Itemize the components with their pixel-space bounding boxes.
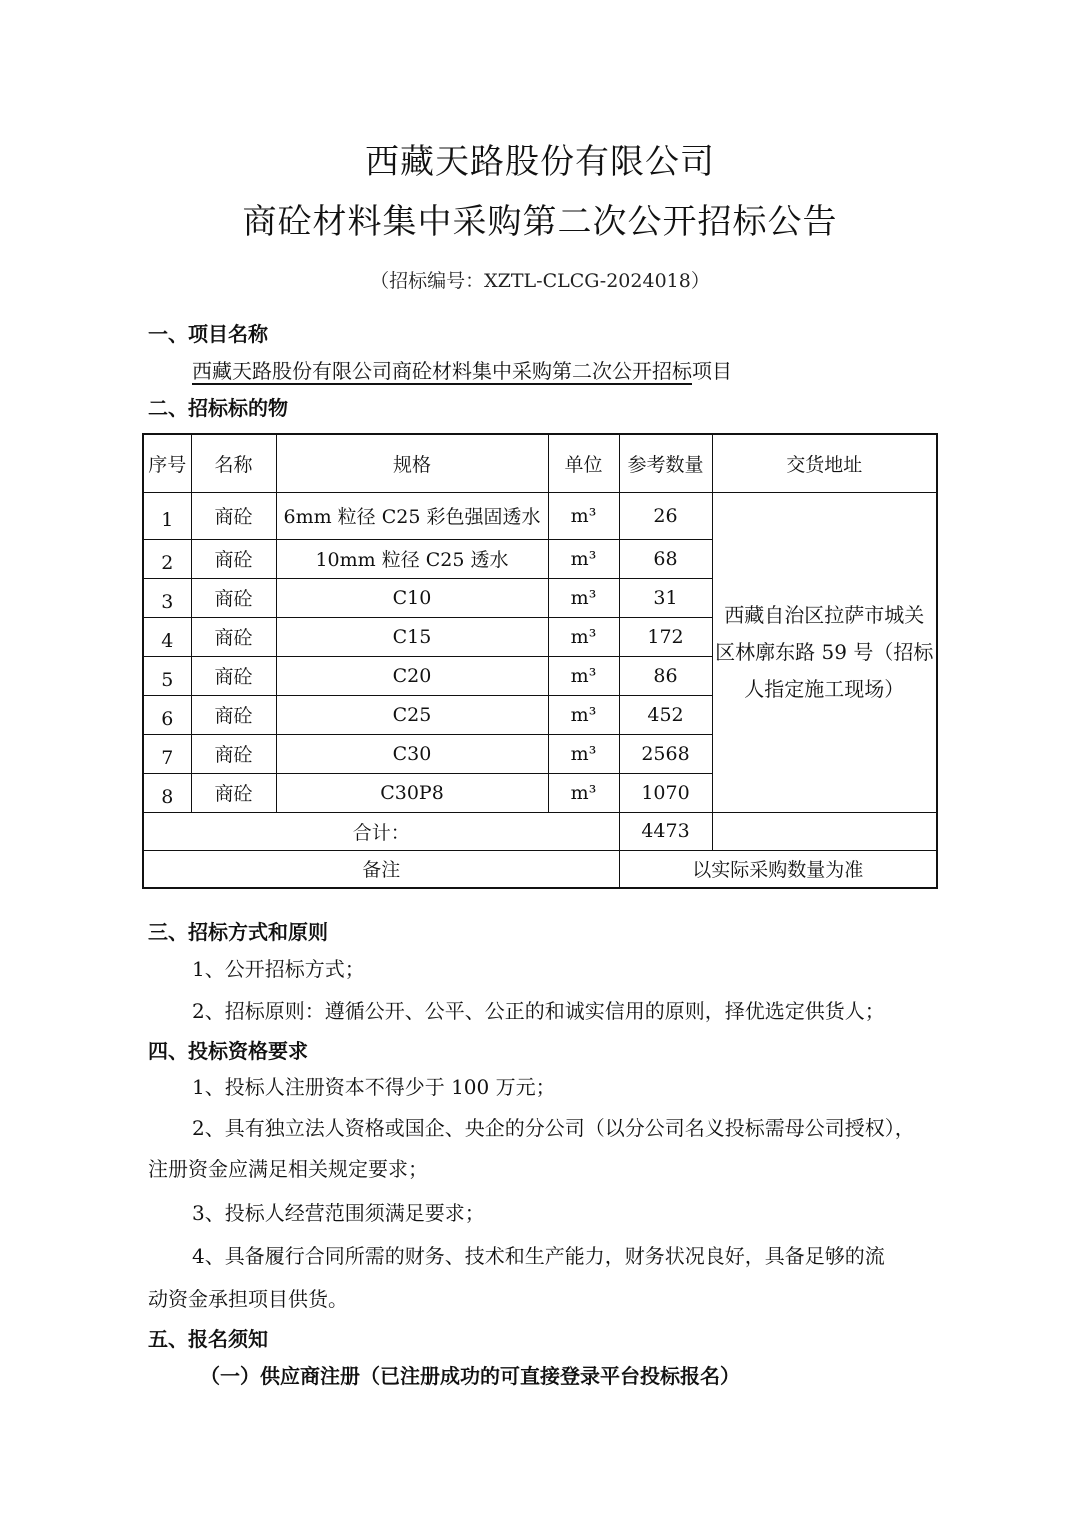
notice-title: 商砼材料集中采购第二次公开招标公告 — [242, 202, 838, 242]
header-cell-unit: 单位 — [548, 434, 619, 492]
bid-method-item-1: 1、公开招标方式； — [192, 957, 365, 981]
row-unit: m³ — [548, 695, 619, 734]
row-qty: 31 — [619, 578, 712, 617]
row-spec: C25 — [276, 695, 548, 734]
row-qty: 86 — [619, 656, 712, 695]
row-name: 商砼 — [191, 492, 276, 539]
header-cell-spec: 规格 — [276, 434, 548, 492]
bid-method-item-2: 2、招标原则：遵循公开、公平、公正的和诚实信用的原则，择优选定供货人； — [192, 999, 885, 1023]
total-row — [143, 812, 937, 850]
row-name: 商砼 — [191, 539, 276, 578]
row-no: 8 — [143, 773, 191, 812]
row-qty: 68 — [619, 539, 712, 578]
section-heading-bid-method: 三、招标方式和原则 — [148, 920, 328, 944]
row-unit: m³ — [548, 773, 619, 812]
section-heading-bid-items: 二、招标标的物 — [148, 396, 288, 420]
table-row — [143, 492, 937, 539]
row-name: 商砼 — [191, 734, 276, 773]
remark-label: 备注 — [143, 850, 619, 888]
bid-items-table — [142, 433, 938, 889]
row-unit: m³ — [548, 539, 619, 578]
qualification-item-2-line-2: 注册资金应满足相关规定要求； — [148, 1157, 428, 1181]
bid-number: （招标编号：XZTL-CLCG-2024018） — [370, 270, 710, 292]
row-no: 6 — [143, 695, 191, 734]
row-name: 商砼 — [191, 656, 276, 695]
row-no: 1 — [143, 492, 191, 539]
total-label: 合计： — [143, 812, 619, 850]
row-spec: C20 — [276, 656, 548, 695]
section-heading-project-name: 一、项目名称 — [148, 322, 268, 346]
qualification-item-4-line-2: 动资金承担项目供货。 — [148, 1287, 348, 1311]
delivery-address: 西藏自治区拉萨市城关区林廓东路 59 号（招标人指定施工现场） — [712, 492, 937, 812]
total-empty-cell — [712, 812, 937, 850]
row-unit: m³ — [548, 578, 619, 617]
project-name-line — [192, 355, 732, 384]
row-qty: 2568 — [619, 734, 712, 773]
row-spec: 6mm 粒径 C25 彩色强固透水 — [276, 492, 548, 539]
remark-value: 以实际采购数量为准 — [619, 850, 937, 888]
section-heading-qualification: 四、投标资格要求 — [148, 1039, 308, 1063]
remark-row — [143, 850, 937, 888]
header-cell-address: 交货地址 — [712, 434, 937, 492]
qualification-item-1: 1、投标人注册资本不得少于 100 万元； — [192, 1075, 556, 1099]
row-spec: C15 — [276, 617, 548, 656]
row-qty: 1070 — [619, 773, 712, 812]
total-value: 4473 — [619, 812, 712, 850]
project-name-suffix: 项目 — [692, 359, 732, 383]
row-unit: m³ — [548, 656, 619, 695]
row-no: 2 — [143, 539, 191, 578]
row-name: 商砼 — [191, 578, 276, 617]
row-spec: 10mm 粒径 C25 透水 — [276, 539, 548, 578]
row-unit: m³ — [548, 734, 619, 773]
row-spec: C30P8 — [276, 773, 548, 812]
row-name: 商砼 — [191, 617, 276, 656]
project-name-underlined: 西藏天路股份有限公司商砼材料集中采购第二次公开招标 — [192, 359, 692, 383]
row-name: 商砼 — [191, 773, 276, 812]
row-qty: 452 — [619, 695, 712, 734]
row-qty: 26 — [619, 492, 712, 539]
qualification-item-4-line-1: 4、具备履行合同所需的财务、技术和生产能力，财务状况良好，具备足够的流 — [192, 1244, 885, 1268]
row-qty: 172 — [619, 617, 712, 656]
row-no: 3 — [143, 578, 191, 617]
registration-subheading-supplier: （一）供应商注册（已注册成功的可直接登录平台投标报名） — [200, 1364, 740, 1388]
row-spec: C10 — [276, 578, 548, 617]
row-name: 商砼 — [191, 695, 276, 734]
section-heading-registration: 五、报名须知 — [148, 1327, 268, 1351]
qualification-item-3: 3、投标人经营范围须满足要求； — [192, 1201, 485, 1225]
row-no: 5 — [143, 656, 191, 695]
row-no: 4 — [143, 617, 191, 656]
row-spec: C30 — [276, 734, 548, 773]
row-unit: m³ — [548, 617, 619, 656]
company-name: 西藏天路股份有限公司 — [365, 142, 715, 182]
header-cell-name: 名称 — [191, 434, 276, 492]
row-no: 7 — [143, 734, 191, 773]
row-unit: m³ — [548, 492, 619, 539]
qualification-item-2-line-1: 2、具有独立法人资格或国企、央企的分公司（以分公司名义投标需母公司授权）， — [192, 1116, 915, 1140]
header-cell-qty: 参考数量 — [619, 434, 712, 492]
table-header-row — [143, 434, 937, 492]
header-cell-no: 序号 — [143, 434, 191, 492]
